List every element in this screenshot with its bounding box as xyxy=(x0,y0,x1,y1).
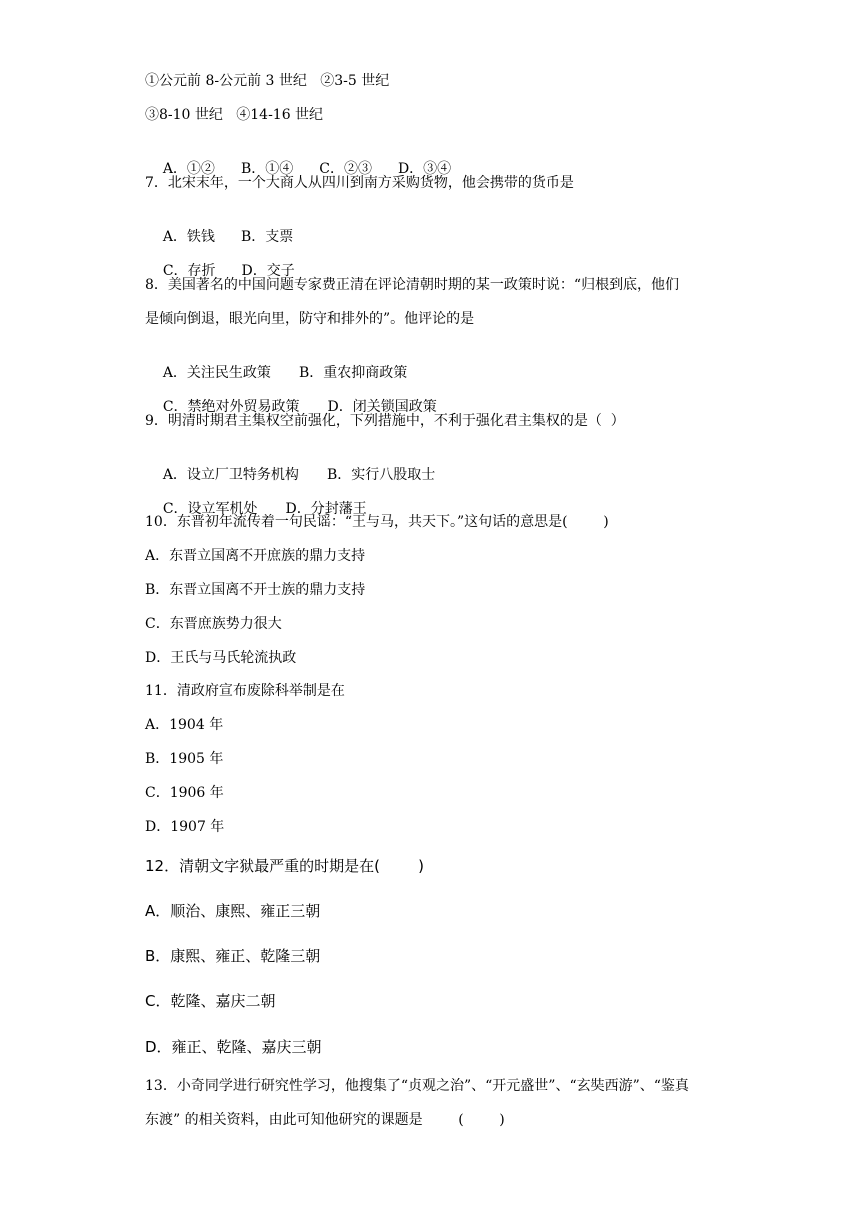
q9-question: 9．明清时期君主集权空前强化，下列措施中，不利于强化君主集权的是（ ） xyxy=(145,413,625,429)
q11-choice-a: A．1904 年 xyxy=(145,717,224,733)
q8-question-line-2: 是倾向倒退，眼光向里，防守和排外的”。他评论的是 xyxy=(145,311,475,327)
q6-option-line-1: ①公元前 8-公元前 3 世纪 ②3-5 世纪 xyxy=(145,73,390,89)
q12-choice-c: C．乾隆、嘉庆二朝 xyxy=(145,992,276,1010)
choice-c: C．设立军机处 xyxy=(162,501,258,517)
choice-d: D．分封藩王 xyxy=(285,501,367,517)
choice-c: C．禁绝对外贸易政策 xyxy=(162,399,300,415)
q7-question: 7．北宋末年，一个大商人从四川到南方采购货物，他会携带的货币是 xyxy=(145,175,574,191)
choice-b: B．重农抑商政策 xyxy=(298,365,408,381)
q11-question: 11．清政府宣布废除科举制是在 xyxy=(145,683,345,699)
choice-c: C．②③ xyxy=(319,161,372,177)
q10-question: 10．东晋初年流传着一句民谣：“王与马，共天下。”这句话的意思是( ) xyxy=(145,514,609,530)
q13-question-line-1: 13．小奇同学进行研究性学习，他搜集了“贞观之治”、“开元盛世”、“玄奘西游”、“鉴真 xyxy=(145,1078,689,1094)
choice-a: A．铁钱 xyxy=(162,229,215,245)
q13-question-line-2: 东渡” 的相关资料，由此可知他研究的课题是 ( ) xyxy=(145,1112,505,1128)
q10-choice-d: D．王氏与马氏轮流执政 xyxy=(145,650,297,666)
choice-b: B．实行八股取士 xyxy=(326,467,436,483)
q11-choice-c: C．1906 年 xyxy=(145,785,224,801)
choice-d: D．交子 xyxy=(241,263,295,279)
q6-option-line-2: ③8-10 世纪 ④14-16 世纪 xyxy=(145,107,324,123)
q12-question: 12．清朝文字狱最严重的时期是在( ) xyxy=(145,857,424,875)
q12-choice-a: A．顺治、康熙、雍正三朝 xyxy=(145,902,321,920)
q8-question-line-1: 8．美国著名的中国问题专家费正清在评论清朝时期的某一政策时说：“归根到底，他们 xyxy=(145,277,680,293)
q10-choice-a: A．东晋立国离不开庶族的鼎力支持 xyxy=(145,548,366,564)
q10-choice-b: B．东晋立国离不开士族的鼎力支持 xyxy=(145,582,366,598)
q12-choice-d: D．雍正、乾隆、嘉庆三朝 xyxy=(145,1038,322,1056)
q10-choice-c: C．东晋庶族势力很大 xyxy=(145,616,282,632)
q11-choice-d: D．1907 年 xyxy=(145,819,225,835)
choice-a: A．关注民生政策 xyxy=(162,365,271,381)
q11-choice-b: B．1905 年 xyxy=(145,751,224,767)
choice-b: B．①④ xyxy=(240,161,294,177)
choice-c: C．存折 xyxy=(162,263,216,279)
choice-a: A．①② xyxy=(162,161,215,177)
choice-d: D．③④ xyxy=(397,161,452,177)
choice-d: D．闭关锁国政策 xyxy=(327,399,437,415)
choice-b: B．支票 xyxy=(240,229,294,245)
choice-a: A．设立厂卫特务机构 xyxy=(162,467,299,483)
q12-choice-b: B．康熙、雍正、乾隆三朝 xyxy=(145,947,321,965)
